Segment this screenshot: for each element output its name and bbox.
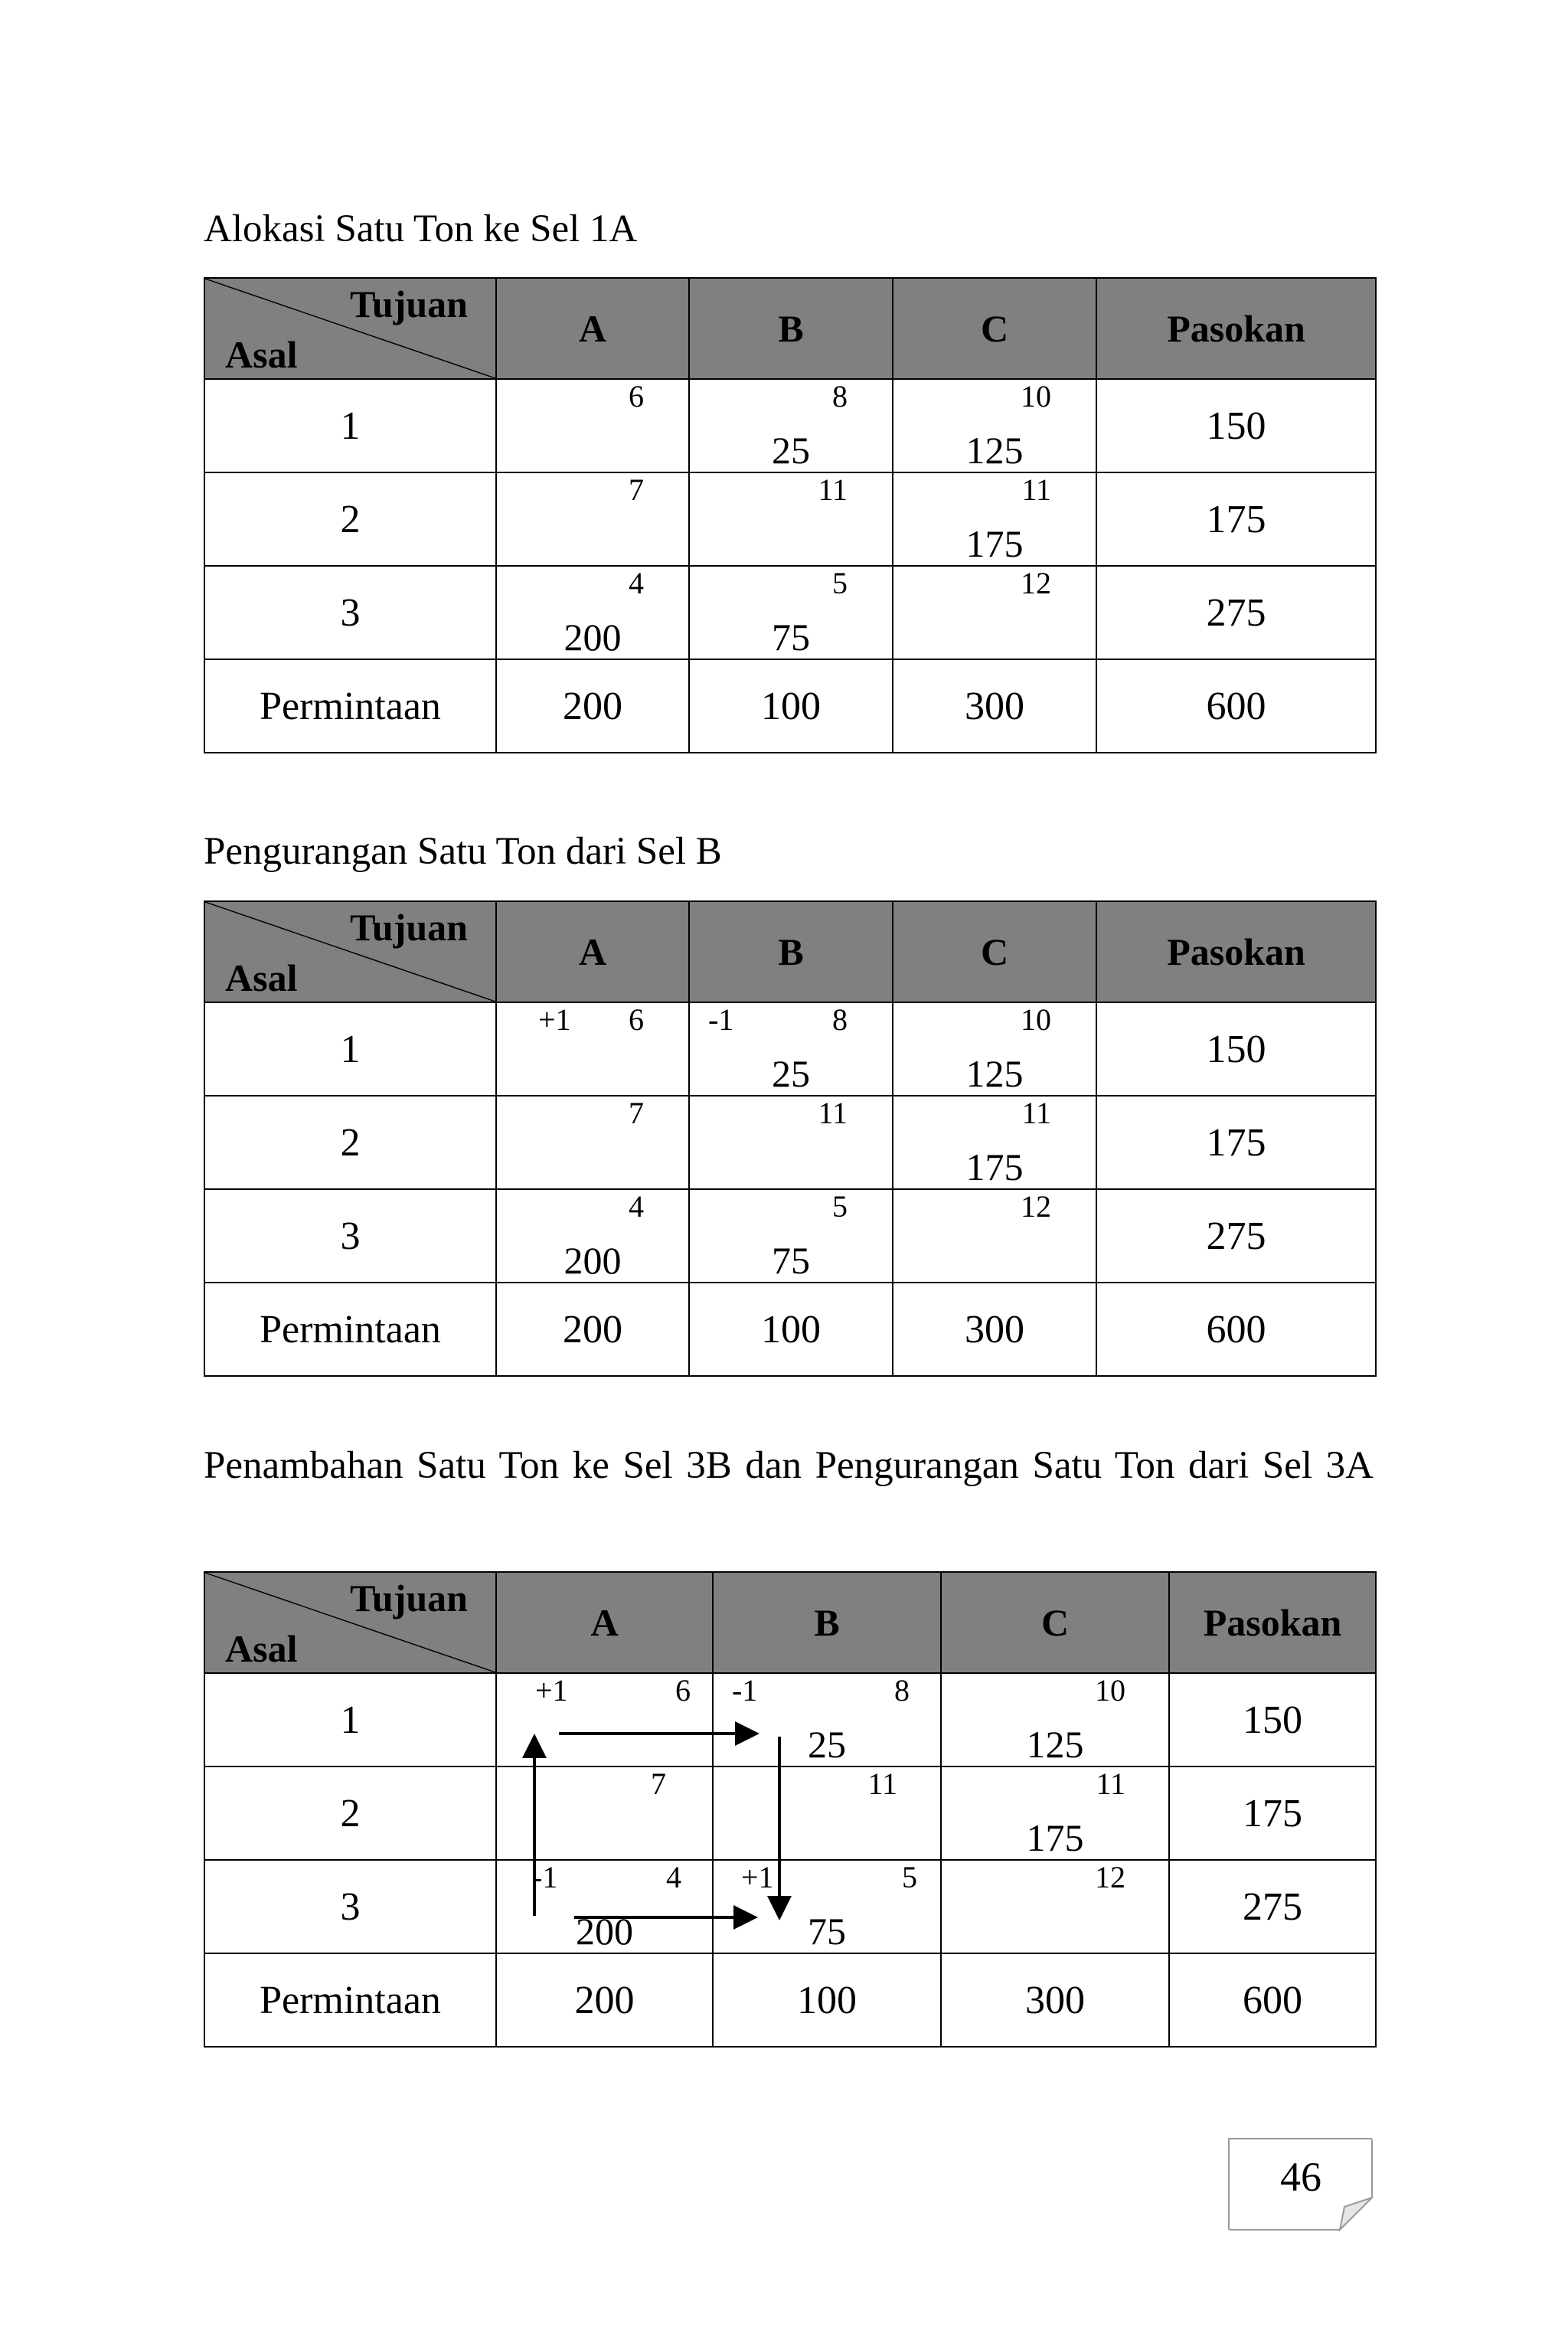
transport-table-3 — [204, 1571, 1377, 2048]
demand-a: 200 — [496, 1953, 713, 2047]
header-row — [204, 901, 1376, 1002]
demand-b: 100 — [713, 1953, 941, 2047]
cell-1a — [496, 1002, 689, 1096]
row-label: 1 — [204, 379, 496, 472]
allocation: 25 — [772, 429, 810, 472]
cell-1c — [941, 1673, 1169, 1766]
cost: 8 — [832, 1002, 848, 1037]
header-row — [204, 1572, 1376, 1673]
allocation: 200 — [564, 616, 622, 659]
cost: 7 — [629, 1096, 644, 1130]
row-label: 3 — [204, 566, 496, 659]
cost: 6 — [629, 379, 644, 413]
cost: 6 — [675, 1673, 691, 1708]
cost: 8 — [894, 1673, 910, 1708]
cost: 11 — [1096, 1766, 1125, 1801]
cost: 11 — [1021, 1096, 1051, 1130]
demand-row — [204, 659, 1376, 753]
supply-value: 175 — [1169, 1766, 1376, 1860]
demand-c: 300 — [893, 659, 1096, 753]
table-row — [204, 566, 1376, 659]
cell-3b — [689, 1189, 893, 1283]
col-header-c: C — [941, 1572, 1169, 1673]
cost: 10 — [1021, 1002, 1051, 1037]
col-header-a: A — [496, 278, 689, 379]
corner-header — [204, 1572, 496, 1673]
allocation: 175 — [1026, 1816, 1084, 1859]
cost: 4 — [629, 1189, 644, 1224]
cell-1c — [893, 1002, 1096, 1096]
allocation: 25 — [772, 1052, 810, 1095]
sign: -1 — [732, 1673, 758, 1708]
row-label: 1 — [204, 1673, 496, 1766]
cost: 11 — [867, 1766, 897, 1801]
cost: 4 — [629, 566, 644, 600]
allocation: 200 — [564, 1239, 622, 1282]
tujuan-label: Tujuan — [350, 283, 468, 325]
demand-b: 100 — [689, 1283, 893, 1376]
row-label: 2 — [204, 1096, 496, 1189]
table-row — [204, 1860, 1376, 1953]
cost: 7 — [629, 472, 644, 507]
demand-label: Permintaan — [204, 1953, 496, 2047]
cell-2a — [496, 472, 689, 566]
cell-1b — [689, 1002, 893, 1096]
supply-value: 275 — [1096, 1189, 1376, 1283]
row-label: 1 — [204, 1002, 496, 1096]
allocation: 175 — [965, 522, 1024, 565]
cell-1c — [893, 379, 1096, 472]
table-row — [204, 1766, 1376, 1860]
cost: 5 — [832, 566, 848, 600]
allocation: 25 — [808, 1723, 846, 1766]
cost: 12 — [1095, 1860, 1125, 1894]
cost: 5 — [832, 1189, 848, 1224]
table-row — [204, 1673, 1376, 1766]
supply-value: 175 — [1096, 1096, 1376, 1189]
allocation: 125 — [1026, 1723, 1084, 1766]
allocation: 125 — [965, 1052, 1024, 1095]
table-row — [204, 379, 1376, 472]
table-3-caption: Penambahan Satu Ton ke Sel 3B dan Pengurangan Satu Ton dari Sel 3A — [204, 1444, 1374, 1487]
demand-a: 200 — [496, 659, 689, 753]
sign: -1 — [532, 1860, 558, 1894]
supply-value: 150 — [1096, 379, 1376, 472]
allocation: 125 — [965, 429, 1024, 472]
row-label: 3 — [204, 1860, 496, 1953]
tujuan-label: Tujuan — [350, 906, 468, 949]
cell-1a — [496, 379, 689, 472]
table-1-caption: Alokasi Satu Ton ke Sel 1A — [204, 208, 638, 250]
table-row — [204, 472, 1376, 566]
table-row — [204, 1189, 1376, 1283]
demand-c: 300 — [941, 1953, 1169, 2047]
cost: 8 — [832, 379, 848, 413]
sign: +1 — [538, 1002, 571, 1037]
demand-b: 100 — [689, 659, 893, 753]
cost: 12 — [1021, 1189, 1051, 1224]
allocation: 75 — [772, 616, 810, 659]
header-row — [204, 278, 1376, 379]
cost: 11 — [818, 472, 848, 507]
cost: 6 — [629, 1002, 644, 1037]
col-header-supply: Pasokan — [1096, 278, 1376, 379]
sign: -1 — [708, 1002, 734, 1037]
cell-2b — [689, 472, 893, 566]
allocation: 75 — [772, 1239, 810, 1282]
demand-a: 200 — [496, 1283, 689, 1376]
demand-row — [204, 1953, 1376, 2047]
sign: +1 — [535, 1673, 568, 1708]
cell-3b — [689, 566, 893, 659]
sign: +1 — [741, 1860, 774, 1894]
cell-2b — [689, 1096, 893, 1189]
cell-3a — [496, 1189, 689, 1283]
cost: 4 — [666, 1860, 681, 1894]
col-header-b: B — [713, 1572, 941, 1673]
tujuan-label: Tujuan — [350, 1577, 468, 1619]
cell-3c — [893, 1189, 1096, 1283]
allocation: 75 — [808, 1910, 846, 1953]
demand-label: Permintaan — [204, 1283, 496, 1376]
row-label: 2 — [204, 472, 496, 566]
col-header-b: B — [689, 278, 893, 379]
cost: 5 — [902, 1860, 917, 1894]
col-header-b: B — [689, 901, 893, 1002]
cell-3a — [496, 566, 689, 659]
transport-table-1 — [204, 277, 1377, 753]
demand-c: 300 — [893, 1283, 1096, 1376]
col-header-supply: Pasokan — [1169, 1572, 1376, 1673]
cell-2a — [496, 1096, 689, 1189]
asal-label: Asal — [225, 1627, 298, 1670]
cell-2c — [941, 1766, 1169, 1860]
cell-3c — [941, 1860, 1169, 1953]
cell-1a — [496, 1673, 713, 1766]
demand-label: Permintaan — [204, 659, 496, 753]
supply-value: 275 — [1169, 1860, 1376, 1953]
cost: 10 — [1021, 379, 1051, 413]
supply-value: 150 — [1096, 1002, 1376, 1096]
col-header-a: A — [496, 1572, 713, 1673]
row-label: 3 — [204, 1189, 496, 1283]
col-header-c: C — [893, 278, 1096, 379]
cost: 10 — [1095, 1673, 1125, 1708]
supply-value: 175 — [1096, 472, 1376, 566]
demand-total: 600 — [1096, 659, 1376, 753]
row-label: 2 — [204, 1766, 496, 1860]
cost: 12 — [1021, 566, 1051, 600]
allocation: 200 — [576, 1910, 633, 1953]
table-row — [204, 1002, 1376, 1096]
supply-value: 275 — [1096, 566, 1376, 659]
allocation: 175 — [965, 1146, 1024, 1188]
cost: 7 — [651, 1766, 666, 1801]
asal-label: Asal — [225, 333, 298, 376]
table-2-caption: Pengurangan Satu Ton dari Sel B — [204, 830, 722, 873]
col-header-supply: Pasokan — [1096, 901, 1376, 1002]
demand-total: 600 — [1169, 1953, 1376, 2047]
cost: 11 — [818, 1096, 848, 1130]
cell-2b — [713, 1766, 941, 1860]
cell-2c — [893, 1096, 1096, 1189]
supply-value: 150 — [1169, 1673, 1376, 1766]
cell-3c — [893, 566, 1096, 659]
demand-row — [204, 1283, 1376, 1376]
cell-1b — [689, 379, 893, 472]
col-header-a: A — [496, 901, 689, 1002]
col-header-c: C — [893, 901, 1096, 1002]
demand-total: 600 — [1096, 1283, 1376, 1376]
corner-header — [204, 278, 496, 379]
page-number: 46 — [1280, 2154, 1321, 2200]
cell-2a — [496, 1766, 713, 1860]
cell-2c — [893, 472, 1096, 566]
asal-label: Asal — [225, 956, 298, 999]
cell-3a — [496, 1860, 713, 1953]
corner-header — [204, 901, 496, 1002]
cost: 11 — [1021, 472, 1051, 507]
cell-3b — [713, 1860, 941, 1953]
page-number-tab — [1228, 2138, 1372, 2230]
table-row — [204, 1096, 1376, 1189]
cell-1b — [713, 1673, 941, 1766]
transport-table-2 — [204, 900, 1377, 1377]
